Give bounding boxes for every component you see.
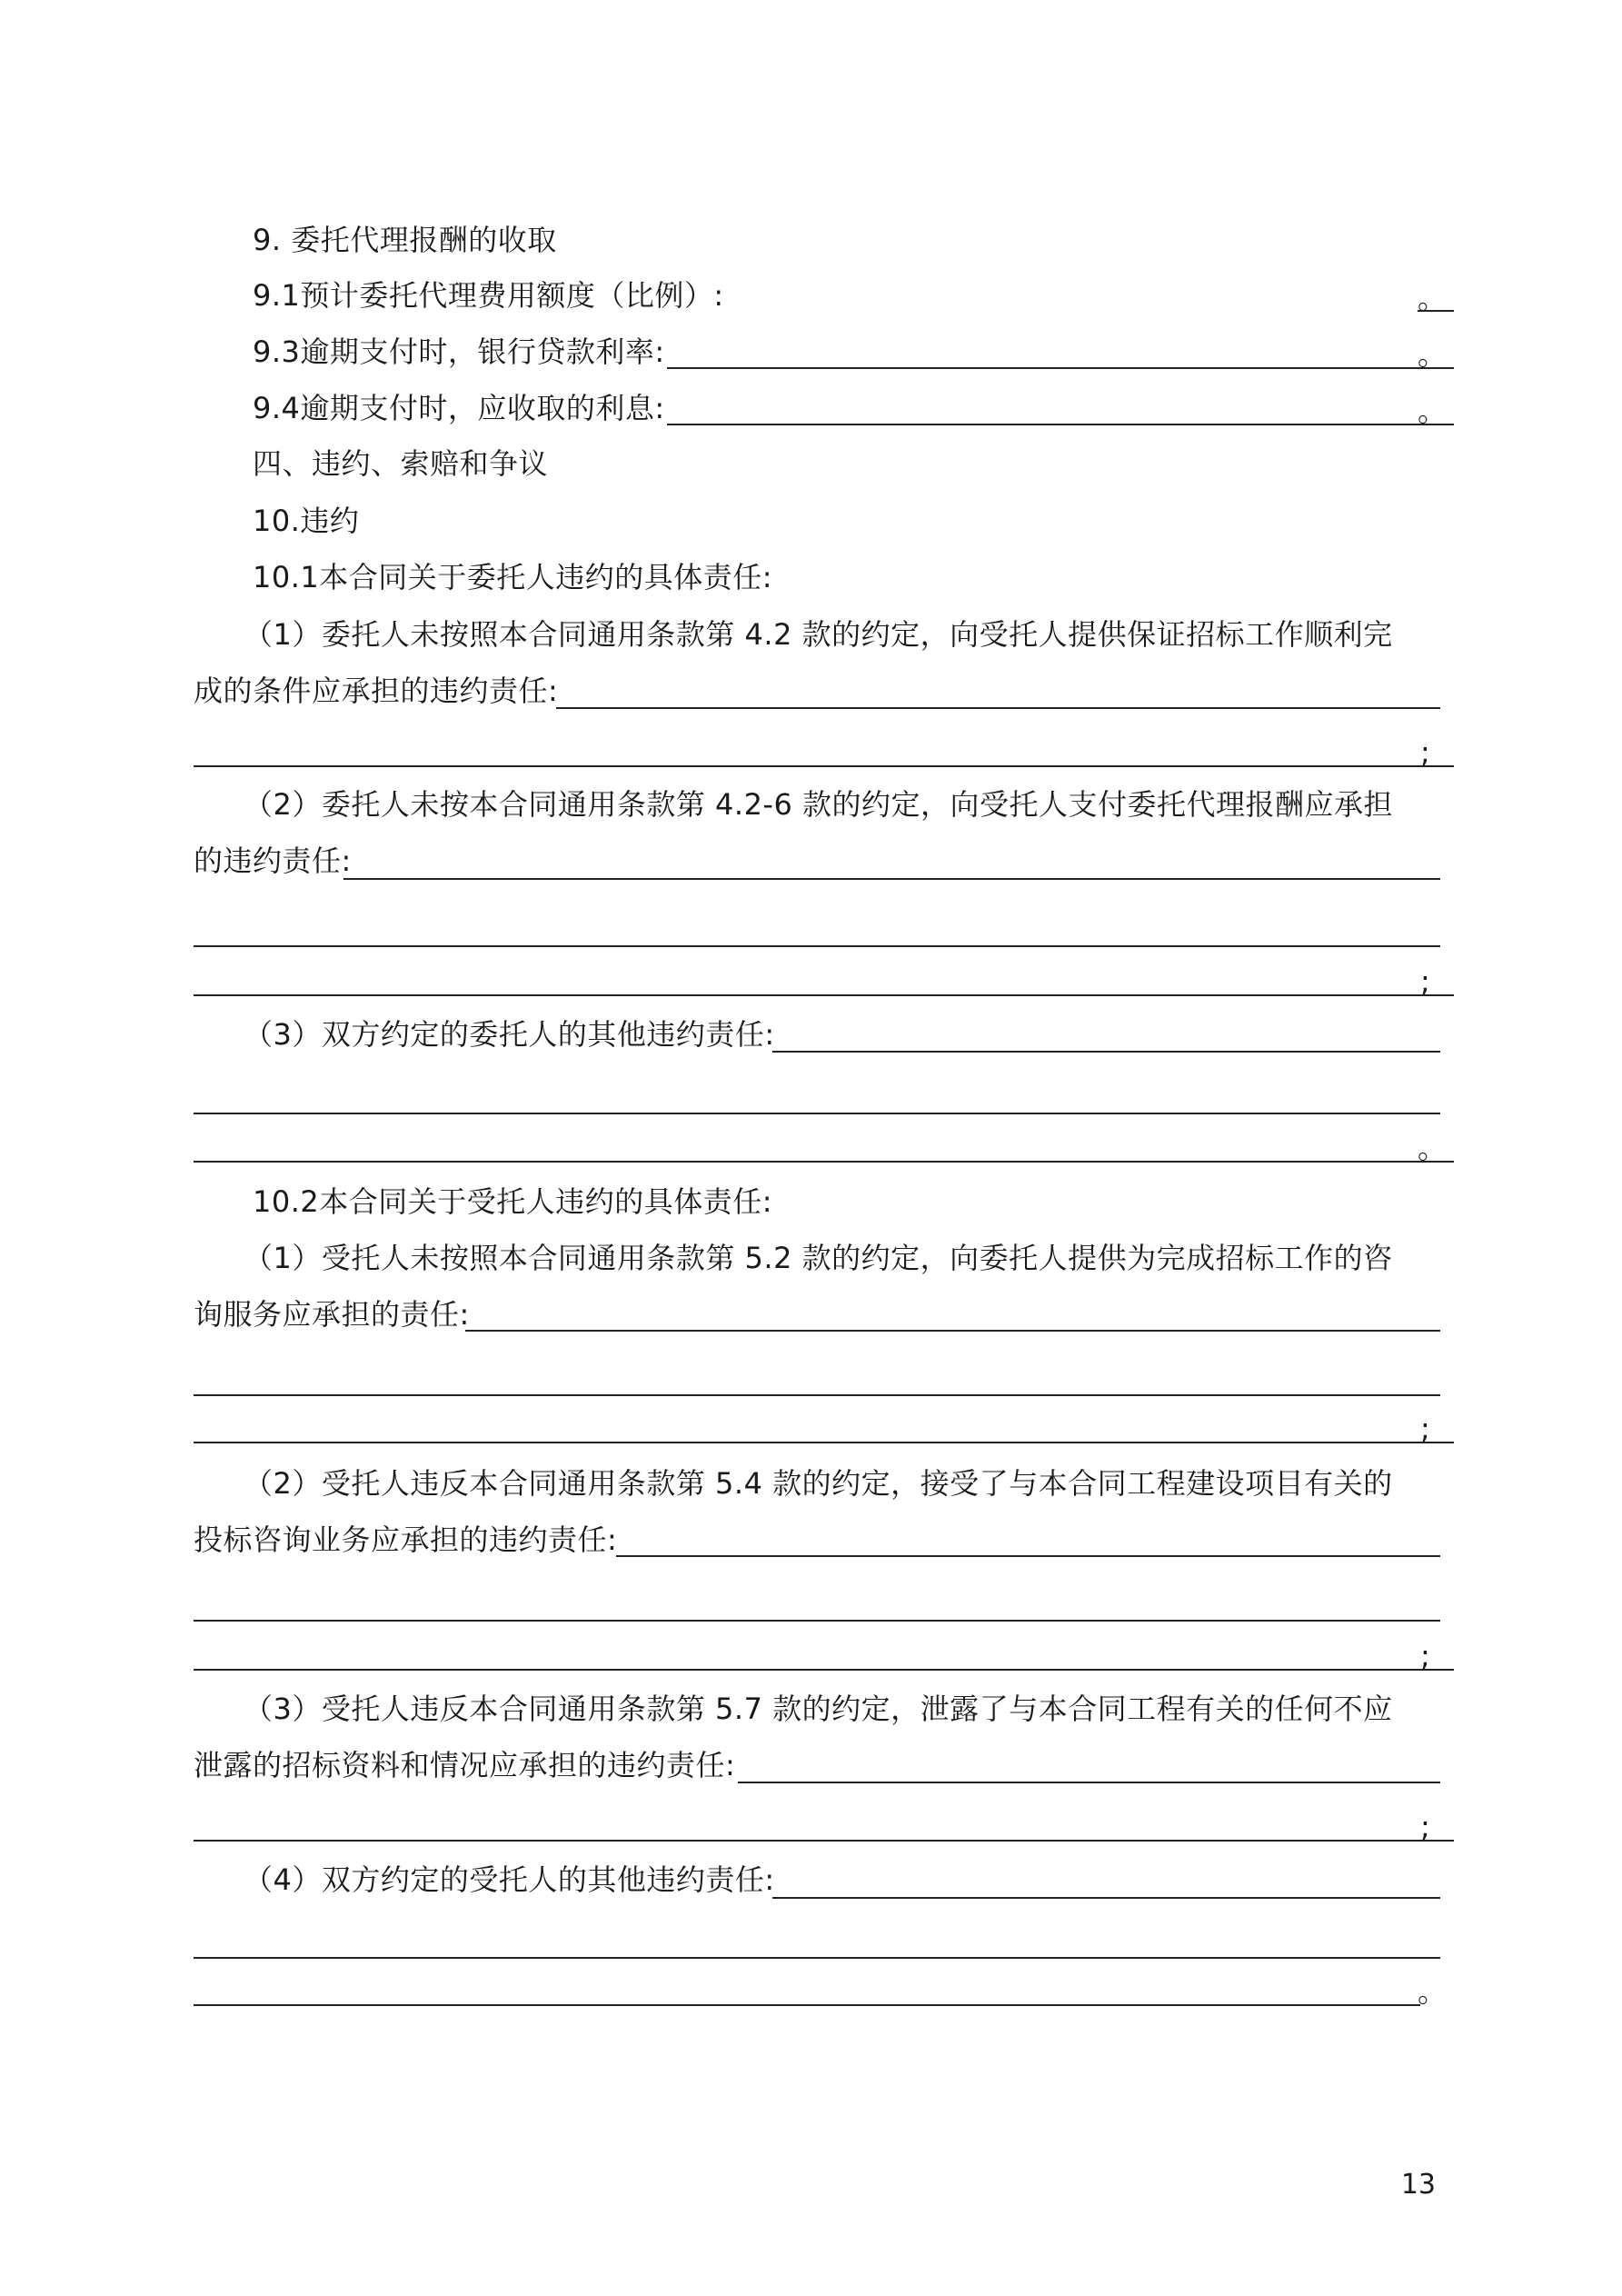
section-10-1: 10.1本合同关于委托人违约的具体责任: xyxy=(253,560,773,594)
fill-line xyxy=(556,707,1440,709)
end-semicolon: ; xyxy=(1420,1639,1430,1673)
end-period: 。 xyxy=(1418,281,1448,315)
clause-10-2-1-line2: 询服务应承担的责任: xyxy=(194,1297,470,1332)
end-semicolon: ; xyxy=(1420,1412,1430,1446)
chapter-4-heading: 四、违约、索赔和争议 xyxy=(253,446,549,481)
fill-line xyxy=(667,424,1454,425)
fill-line xyxy=(194,1669,1454,1671)
section-9-title: 9. 委托代理报酬的收取 xyxy=(253,223,557,257)
fill-line xyxy=(194,765,1454,767)
clause-10-1-2-line1: （2）委托人未按本合同通用条款第 4.2-6 款的约定，向受托人支付委托代理报酬应承担 xyxy=(244,787,1394,822)
fill-line xyxy=(465,1330,1440,1332)
fill-line xyxy=(194,1442,1454,1443)
section-10-title: 10.违约 xyxy=(253,504,360,538)
clause-10-1-1-line2: 成的条件应承担的违约责任: xyxy=(194,674,559,708)
fill-line xyxy=(194,1113,1440,1114)
section-9-1: 9.1预计委托代理费用额度（比例）: xyxy=(253,278,724,313)
end-semicolon: ; xyxy=(1420,735,1430,770)
fill-line xyxy=(772,1051,1440,1053)
fill-line xyxy=(194,1161,1454,1163)
clause-10-2-3-line2: 泄露的招标资料和情况应承担的违约责任: xyxy=(194,1748,736,1782)
fill-line xyxy=(194,2004,1420,2006)
fill-line xyxy=(194,1957,1440,1959)
clause-10-2-4: （4）双方约定的受托人的其他违约责任: xyxy=(244,1862,775,1897)
clause-10-1-1-line1: （1）委托人未按照本合同通用条款第 4.2 款的约定，向受托人提供保证招标工作顺利完 xyxy=(244,617,1393,652)
page-number: 13 xyxy=(1400,2169,1436,2201)
fill-line xyxy=(343,878,1440,880)
clause-10-2-2-line2: 投标咨询业务应承担的违约责任: xyxy=(194,1522,618,1557)
fill-line xyxy=(1418,310,1454,312)
section-10-2: 10.2本合同关于受托人违约的具体责任: xyxy=(253,1184,773,1219)
clause-10-1-2-line2: 的违约责任: xyxy=(194,844,352,878)
fill-line xyxy=(194,994,1454,996)
end-semicolon: ; xyxy=(1420,1810,1430,1844)
fill-line xyxy=(194,1840,1454,1842)
clause-10-2-2-line1: （2）受托人违反本合同通用条款第 5.4 款的约定，接受了与本合同工程建设项目有关的 xyxy=(244,1466,1393,1501)
end-period: 。 xyxy=(1418,337,1448,372)
fill-line xyxy=(667,367,1454,369)
fill-line xyxy=(772,1897,1440,1899)
end-period: 。 xyxy=(1418,1974,1448,2009)
fill-line xyxy=(194,945,1440,947)
section-9-4: 9.4逾期支付时，应收取的利息: xyxy=(253,391,665,425)
clause-10-1-3: （3）双方约定的委托人的其他违约责任: xyxy=(244,1017,775,1052)
end-semicolon: ; xyxy=(1420,964,1430,999)
clause-10-2-3-line1: （3）受托人违反本合同通用条款第 5.7 款的约定，泄露了与本合同工程有关的任何不应 xyxy=(244,1692,1393,1726)
fill-line xyxy=(738,1782,1440,1783)
end-period: 。 xyxy=(1418,394,1448,428)
fill-line xyxy=(194,1394,1440,1396)
fill-line xyxy=(194,1620,1440,1622)
end-period: 。 xyxy=(1418,1131,1448,1165)
section-9-3: 9.3逾期支付时，银行贷款利率: xyxy=(253,334,665,369)
clause-10-2-1-line1: （1）受托人未按照本合同通用条款第 5.2 款的约定，向委托人提供为完成招标工作的咨 xyxy=(244,1241,1393,1275)
fill-line xyxy=(616,1555,1440,1557)
